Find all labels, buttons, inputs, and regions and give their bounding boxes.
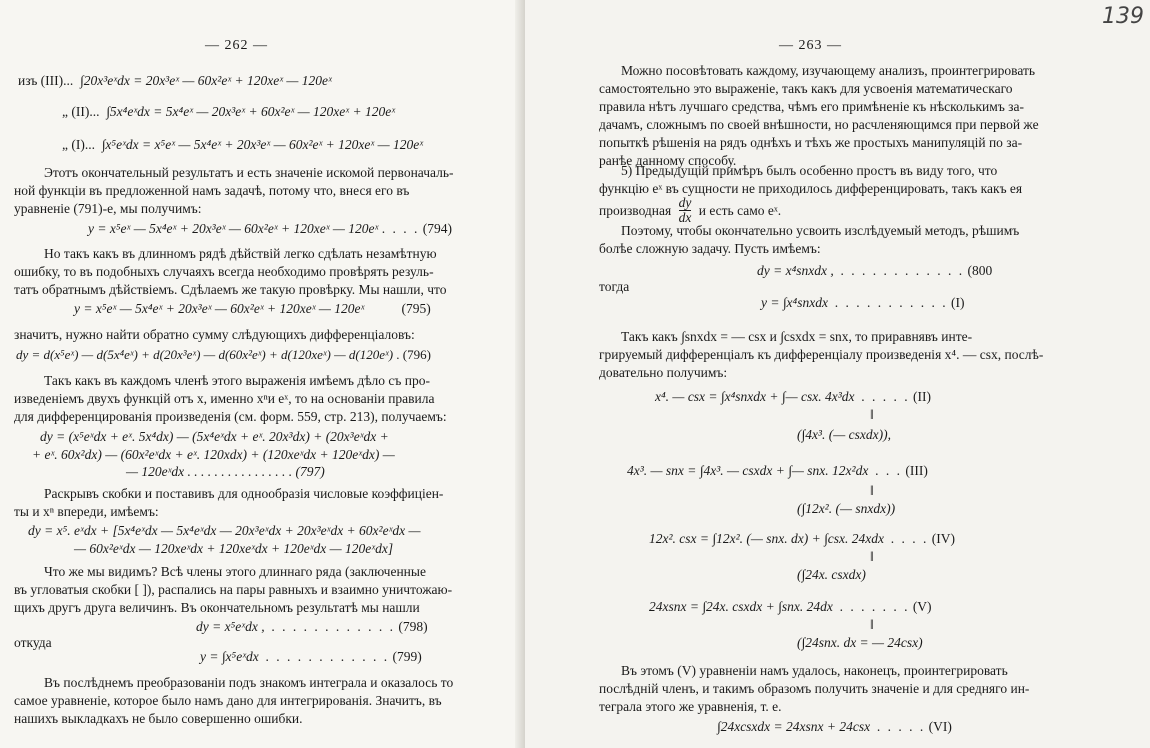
paragraph-line: значитъ, нужно найти обратно сумму слѣдующихъ дифференціаловъ: — [14, 327, 415, 342]
paragraph-line: нашихъ выкладкахъ не было совершенно ошибки. — [14, 711, 303, 726]
right-page — [525, 0, 1150, 748]
equation-III: изъ (III)... ∫20x³eˣdx = 20x³eˣ — 60x²eˣ + 120xeˣ — 120eˣ — [18, 73, 332, 88]
equation-VI: ∫24xcsxdx = 24xsnx + 24csx . . . . . (VI) — [717, 719, 952, 734]
equality-sign-vertical: ‖ — [870, 483, 874, 498]
equation-II-sub: (∫4x³. (— csxdx)), — [797, 427, 891, 442]
paragraph-line: Такъ какъ ∫snxdx = — csx и ∫csxdx = snx, то приравнявъ инте- — [621, 329, 973, 344]
equation-IV-sub: (∫24x. csxdx) — [797, 567, 866, 582]
paragraph-line: дачамъ, сложнымъ по своей внѣшности, но расчленяющимся при первой же — [599, 117, 1039, 132]
paragraph-line: Въ этомъ (V) уравненіи намъ удалось, наконецъ, проинтегрировать — [621, 663, 1008, 678]
equation-796: dy = d(x⁵eˣ) — d(5x⁴eˣ) + d(20x³eˣ) — d(60x²eˣ) + d(120xeˣ) — d(120eˣ) . (796) — [16, 347, 431, 362]
paragraph-line: татъ обратнымъ дѣйствіемъ. Сдѣлаемъ же такую провѣрку. Мы нашли, что — [14, 282, 447, 297]
paragraph-line: изведеніемъ двухъ функцій отъ x, именно xⁿи eˣ, то на основаніи правила — [14, 391, 435, 406]
word-togda: тогда — [599, 279, 630, 294]
paragraph-line: Можно посовѣтовать каждому, изучающему анализъ, проинтегрировать — [621, 63, 1036, 78]
paragraph-line: для дифференцированія произведенія (см. форм. 559, стр. 213), получаемъ: — [14, 409, 447, 424]
paragraph-line: Но такъ какъ въ длинномъ рядѣ дѣйствій легко сдѣлать незамѣтную — [44, 246, 437, 261]
page-number: — 263 — — [779, 38, 842, 53]
paragraph-line: Поэтому, чтобы окончательно усвоить изслѣдуемый методъ, рѣшимъ — [621, 223, 1020, 238]
derivative-line: производная $\frac{dy}{dx}$ и есть само eˣ. — [599, 195, 782, 225]
equality-sign-vertical: ‖ — [870, 617, 874, 632]
paragraph-line: правила нѣтъ лучшаго средства, чѣмъ его примѣненіе къ нѣсколькимъ за- — [599, 99, 1024, 114]
paragraph-line: самостоятельно это выраженіе, такъ какъ для усвоенія математическаго — [599, 81, 1013, 96]
paragraph-line: ранѣе данному способу. — [599, 153, 737, 168]
paragraph-line: послѣдній членъ, и такимъ образомъ получить значеніе и для средняго ин- — [599, 681, 1030, 696]
equation-794: y = x⁵eˣ — 5x⁴eˣ + 20x³eˣ — 60x²eˣ + 120xeˣ — 120eˣ . . . . (794) — [88, 221, 452, 236]
equation-797-line: — 120eˣdx . . . . . . . . . . . . . . . . (797) — [126, 464, 325, 479]
equation-799: y = ∫x⁵eˣdx . . . . . . . . . . . . (799) — [200, 649, 422, 664]
equation-I: y = ∫x⁴snxdx . . . . . . . . . . . (I) — [761, 295, 965, 310]
equation-IV: 12x². csx = ∫12x². (— snx. dx) + ∫csx. 24xdx . . . . (IV) — [649, 531, 956, 546]
paragraph-line: попыткѣ рѣшенія на рядъ однѣхъ и тѣхъ же простыхъ манипуляцій по за- — [599, 135, 1023, 150]
equation-II: x⁴. — csx = ∫x⁴snxdx + ∫— csx. 4x³dx . . . . . (II) — [655, 389, 931, 404]
paragraph-line: теграла этого же уравненія, т. е. — [599, 699, 782, 714]
paragraph-line: Такъ какъ въ каждомъ членѣ этого выраженія имѣемъ дѣло съ про- — [44, 373, 430, 388]
paragraph-line: щихъ другъ друга величинъ. Въ окончательномъ результатѣ мы нашли — [14, 600, 420, 615]
left-page — [0, 0, 525, 748]
equation-expanded-line: — 60x²eˣdx — 120xeˣdx + 120xeˣdx + 120eˣdx — 120eˣdx] — [74, 541, 394, 556]
equation-795: y = x⁵eˣ — 5x⁴eˣ + 20x³eˣ — 60x²eˣ + 120xeˣ — 120eˣ (795) — [74, 301, 431, 316]
equation-III: 4x³. — snx = ∫4x³. — csxdx + ∫— snx. 12x²dx . . . (III) — [627, 463, 928, 478]
equality-sign-vertical: ‖ — [870, 407, 874, 422]
word-otkuda: откуда — [14, 635, 52, 650]
paragraph-line: 5) Предыдущій примѣръ былъ особенно простъ въ виду того, что — [621, 163, 998, 178]
equation-797-line: + eˣ. 60x²dx) — (60x²eˣdx + eˣ. 120xdx) + (120xeˣdx + 120eˣdx) — — [32, 447, 395, 462]
paragraph-line: Въ послѣднемъ преобразованіи подъ знакомъ интеграла и оказалось то — [44, 675, 454, 690]
paragraph-line: Раскрывъ скобки и поставивъ для однообразія числовые коэффиціен- — [44, 486, 444, 501]
equation-800: dy = x⁴snxdx , . . . . . . . . . . . . (800 — [757, 263, 993, 278]
handwritten-page-number: 139 — [1102, 4, 1144, 29]
equation-797-line: dy = (x⁵eˣdx + eˣ. 5x⁴dx) — (5x⁴eˣdx + eˣ. 20x³dx) + (20x³eˣdx + — [40, 429, 389, 444]
paragraph-line: Что же мы видимъ? Всѣ члены этого длиннаго ряда (заключенные — [44, 564, 426, 579]
equation-798: dy = x⁵eˣdx , . . . . . . . . . . . . (798) — [196, 619, 428, 634]
paragraph-line: ты и xⁿ впереди, имѣемъ: — [14, 504, 159, 519]
paragraph-line: Этотъ окончательный результатъ и есть значеніе искомой первоначаль- — [44, 165, 454, 180]
paragraph-line: ошибку, то въ подобныхъ случаяхъ всегда необходимо провѣрять резуль- — [14, 264, 434, 279]
paragraph-line: болѣе сложную задачу. Пусть имѣемъ: — [599, 241, 821, 256]
paragraph-line: въ угловатыя скобки [ ]), распались на пары равныхъ и взаимно уничтожаю- — [14, 582, 453, 597]
equality-sign-vertical: ‖ — [870, 549, 874, 564]
paragraph-line: довательно получимъ: — [599, 365, 728, 380]
paragraph-line: ной функціи въ предложенной намъ задачѣ, потому что, внеся его въ — [14, 183, 410, 198]
paragraph-line: самое уравненіе, которое было намъ дано для интегрированія. Значитъ, въ — [14, 693, 442, 708]
equation-V-sub: (∫24snx. dx = — 24csx) — [797, 635, 923, 650]
equation-III-sub: (∫12x². (— snxdx)) — [797, 501, 896, 516]
paragraph-line: уравненіе (791)-е, мы получимъ: — [14, 201, 202, 216]
equation-expanded-line: dy = x⁵. eˣdx + [5x⁴eˣdx — 5x⁴eˣdx — 20x³eˣdx + 20x³eˣdx + 60x²eˣdx — — [28, 523, 421, 538]
equation-II: „ (II)... ∫5x⁴eˣdx = 5x⁴eˣ — 20x³eˣ + 60x²eˣ — 120xeˣ + 120eˣ — [62, 104, 396, 119]
equation-I: „ (I)... ∫x⁵eˣdx = x⁵eˣ — 5x⁴eˣ + 20x³eˣ — 60x²eˣ + 120xeˣ — 120eˣ — [62, 137, 424, 152]
paragraph-line: функцію eˣ въ сущности не приходилось дифференцировать, такъ какъ ея — [599, 181, 1023, 196]
paragraph-line: грируемый дифференціалъ къ дифференціалу произведенія x⁴. — csx, послѣ- — [599, 347, 1044, 362]
equation-V: 24xsnx = ∫24x. csxdx + ∫snx. 24dx . . . . . . . (V) — [649, 599, 932, 614]
page-number: — 262 — — [205, 38, 268, 53]
